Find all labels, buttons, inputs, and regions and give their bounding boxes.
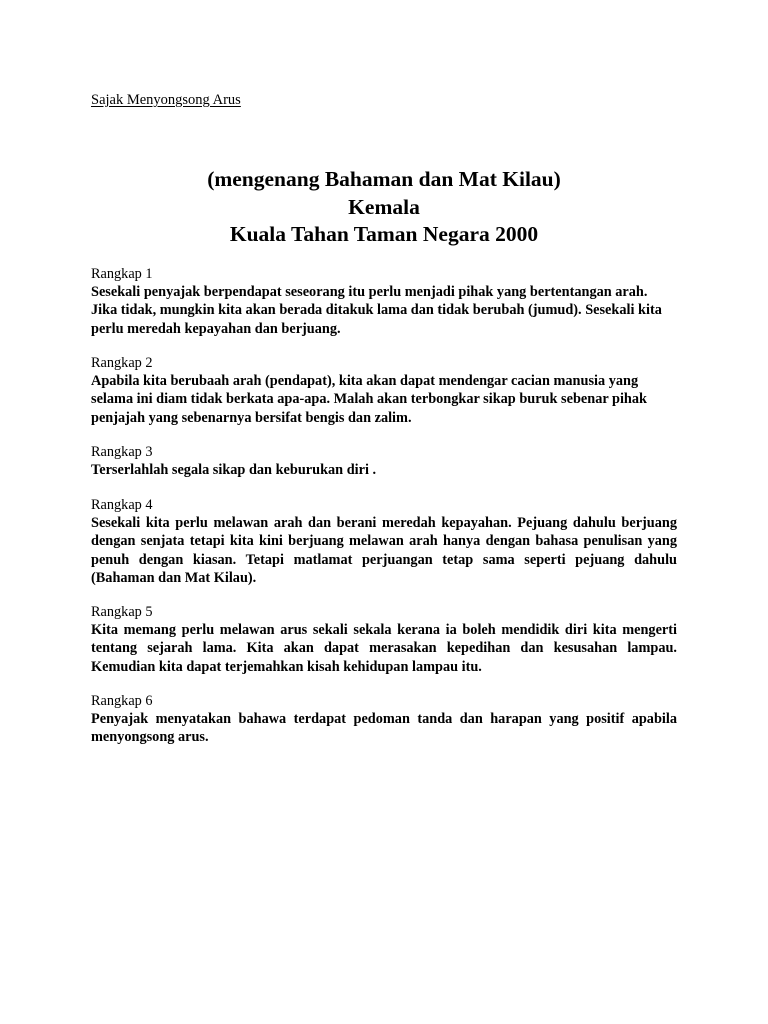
stanza-6: [91, 692, 677, 747]
poem-place-date: Kuala Tahan Taman Negara 2000: [229, 222, 539, 246]
stanza-5: [91, 603, 677, 676]
stanza-text: Apabila kita berubaah arah (pendapat), kita akan dapat mendengar cacian manusia yang selama ini diam tidak berkata apa-apa. Malah akan terbongkar sikap buruk sebenar pihak penjajah yang sebenarnya bersifat bengis dan zalim.: [91, 373, 647, 426]
poem-subtitle: (mengenang Bahaman dan Mat Kilau): [207, 167, 561, 191]
document-title: Sajak Menyongsong Arus: [91, 92, 241, 108]
stanza-label: Rangkap 1: [91, 266, 153, 282]
stanza-label: Rangkap 3: [91, 444, 153, 460]
poem-heading: [0, 166, 768, 249]
stanza-2: [91, 354, 677, 427]
stanza-1: [91, 265, 677, 338]
stanza-text: Sesekali penyajak berpendapat seseorang itu perlu menjadi pihak yang bertentangan arah. Jika tidak, mungkin kita akan berada ditakuk lama dan tidak berubah (jumud). Sesekali kita perlu meredah kepayahan dan berjuang.: [91, 284, 662, 337]
stanza-text: Penyajak menyatakan bahawa terdapat pedoman tanda dan harapan yang positif apabila menyongsong arus.: [91, 711, 677, 746]
stanza-label: Rangkap 4: [91, 497, 153, 513]
stanza-text: Kita memang perlu melawan arus sekali sekala kerana ia boleh mendidik diri kita mengerti tentang sejarah lama. Kita akan dapat merasakan kepedihan dan kesusahan lampau. Kemudian kita dapat terjemahkan kisah kehidupan lampau itu.: [91, 622, 677, 675]
poet-name: Kemala: [348, 194, 420, 219]
stanza-label: Rangkap 6: [91, 693, 153, 709]
stanza-label: Rangkap 2: [91, 355, 153, 371]
stanza-text: Sesekali kita perlu melawan arah dan berani meredah kepayahan. Pejuang dahulu berjuang dengan senjata tetapi kita kini berjuang melawan arah hanya dengan bahasa penulisan yang penuh dengan kiasan. Tetapi matlamat perjuangan tetap sama seperti pejuang dahulu (Bahaman dan Mat Kilau).: [91, 515, 677, 586]
stanza-4: [91, 496, 677, 587]
stanza-text: Terserlahlah segala sikap dan keburukan diri .: [91, 462, 377, 479]
stanza-label: Rangkap 5: [91, 604, 153, 620]
stanza-3: [91, 443, 677, 479]
